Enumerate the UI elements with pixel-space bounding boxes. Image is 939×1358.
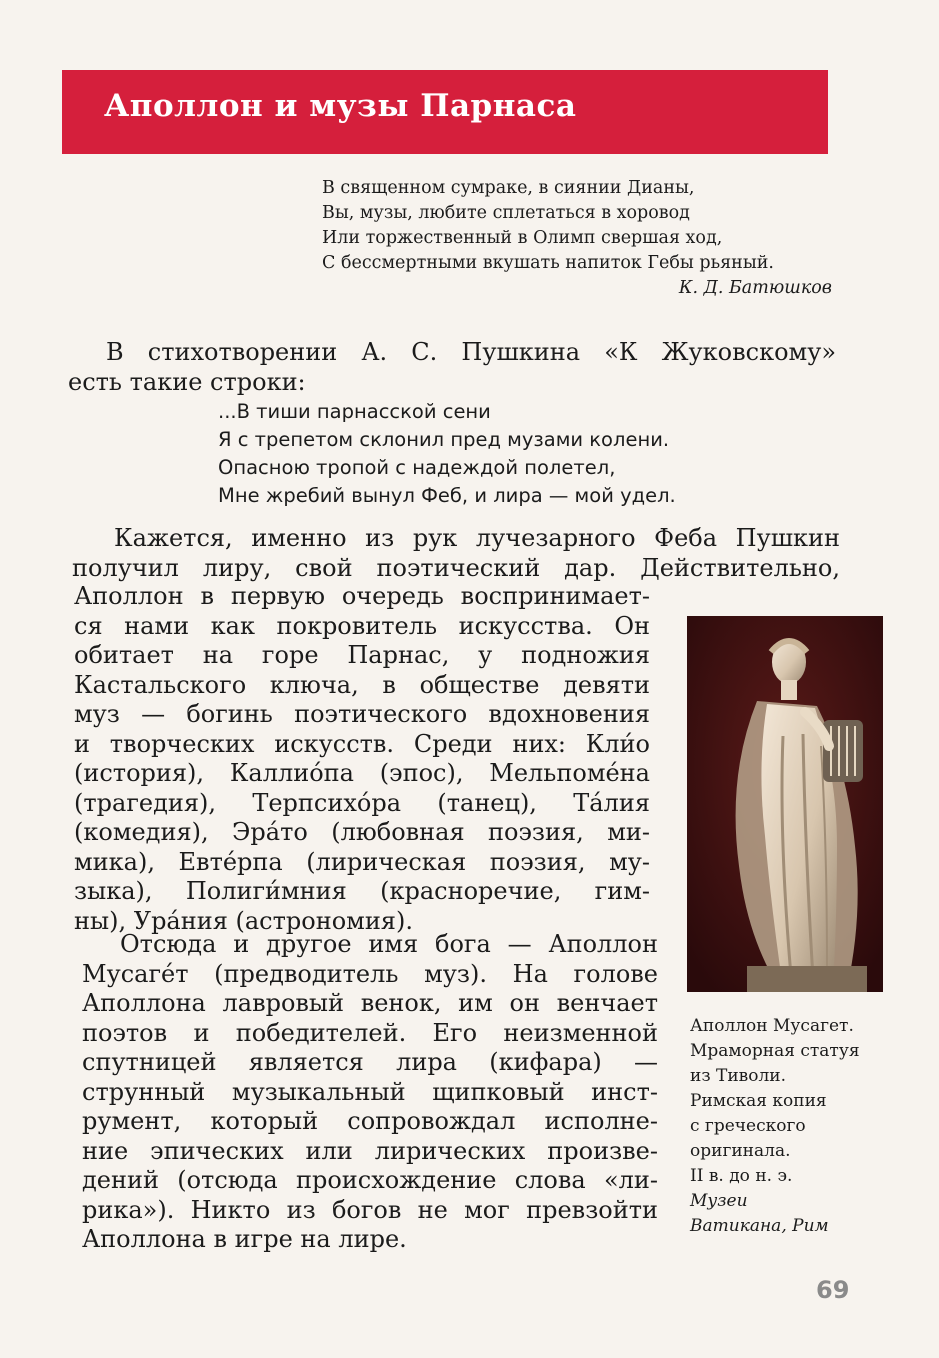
caption-location-line: Музеи <box>690 1191 748 1211</box>
text-line: В стихотворении А. С. Пушкина «К Жуковскому» <box>106 338 836 366</box>
text-line: ся нами как покровитель искусства. Он <box>74 611 650 640</box>
quote-line: Опасною тропой с надеждой полетел, <box>218 456 616 479</box>
text-line: Аполлона лавровый венок, им он венчает <box>82 989 658 1017</box>
quote-line: ...В тиши парнасской сени <box>218 400 491 423</box>
statue-illustration <box>687 616 883 992</box>
text-line: (история), Каллио́па (эпос), Мельпоме́на <box>74 759 650 787</box>
text-line: ны), Ура́ния (астрономия). <box>74 906 413 935</box>
epigraph-line: Вы, музы, любите сплетаться в хоровод <box>322 203 690 223</box>
caption-location-line: Ватикана, Рим <box>690 1216 829 1236</box>
text-line: дений (отсюда происхождение слова «ли- <box>82 1166 658 1194</box>
text-line: обитает на горе Парнас, у подножия <box>74 641 650 669</box>
text-line: Кажется, именно из рук лучезарного Феба Пушкин <box>114 524 840 552</box>
text-line: спутницей является лира (кифара) — <box>82 1048 658 1076</box>
text-line: румент, который сопровождал исполне- <box>82 1107 658 1135</box>
text-line: рика»). Никто из богов не мог превзойти <box>82 1195 658 1224</box>
epigraph <box>322 176 842 301</box>
text-line: струнный музыкальный щипковый инст- <box>82 1077 658 1106</box>
text-line: (трагедия), Терпсихо́ра (танец), Та́лия <box>74 788 650 817</box>
paragraph-2 <box>72 524 840 583</box>
text-line: Мусаге́т (предводитель муз). На голове <box>82 959 658 988</box>
caption-line: Римская копия <box>690 1091 827 1111</box>
text-line: Аполлон в первую очередь воспринимает- <box>74 582 650 610</box>
photo-caption <box>690 1014 890 1239</box>
caption-line: с греческого <box>690 1116 806 1136</box>
quote-line: Я с трепетом склонил пред музами колени. <box>218 428 670 451</box>
epigraph-author: К. Д. Батюшков <box>678 278 832 298</box>
text-line: и творческих искусств. Среди них: Кли́о <box>74 729 650 758</box>
text-line: ние эпических или лирических произве- <box>82 1136 658 1165</box>
chapter-title-bar <box>62 70 828 154</box>
chapter-title: Аполлон и музы Парнаса <box>104 88 577 124</box>
text-line: Аполлона в игре на лире. <box>82 1225 407 1253</box>
text-line: есть такие строки: <box>68 367 306 396</box>
intro-paragraph <box>68 338 836 397</box>
text-line: Отсюда и другое имя бога — Аполлон <box>120 930 658 958</box>
caption-line: II в. до н. э. <box>690 1166 793 1186</box>
text-line: зыка), Полиги́мния (красноречие, гим- <box>74 877 650 905</box>
text-line: получил лиру, свой поэтический дар. Действительно, <box>72 553 840 582</box>
paragraph-3 <box>74 582 650 936</box>
quote-line: Мне жребий вынул Феб, и лира — мой удел. <box>218 484 676 507</box>
epigraph-line: Или торжественный в Олимп свершая ход, <box>322 228 723 248</box>
epigraph-line: С бессмертными вкушать напиток Гебы рьяный. <box>322 253 774 273</box>
caption-line: из Тиволи. <box>690 1066 787 1086</box>
page-number: 69 <box>816 1276 850 1304</box>
pushkin-quote <box>218 398 778 510</box>
text-line: Кастальского ключа, в обществе девяти <box>74 670 650 699</box>
text-line: муз — богинь поэтического вдохновения <box>74 700 650 728</box>
text-line: (комедия), Эра́то (любовная поэзия, ми- <box>74 818 650 846</box>
paragraph-4 <box>82 930 658 1255</box>
apollo-statue-photo <box>687 616 883 992</box>
epigraph-line: В священном сумраке, в сиянии Дианы, <box>322 178 695 198</box>
caption-line: Аполлон Мусагет. <box>690 1016 854 1036</box>
text-line: мика), Евте́рпа (лирическая поэзия, му- <box>74 847 650 876</box>
text-line: поэтов и победителей. Его неизменной <box>82 1018 658 1047</box>
caption-line: Мраморная статуя <box>690 1041 860 1061</box>
caption-line: оригинала. <box>690 1141 791 1161</box>
